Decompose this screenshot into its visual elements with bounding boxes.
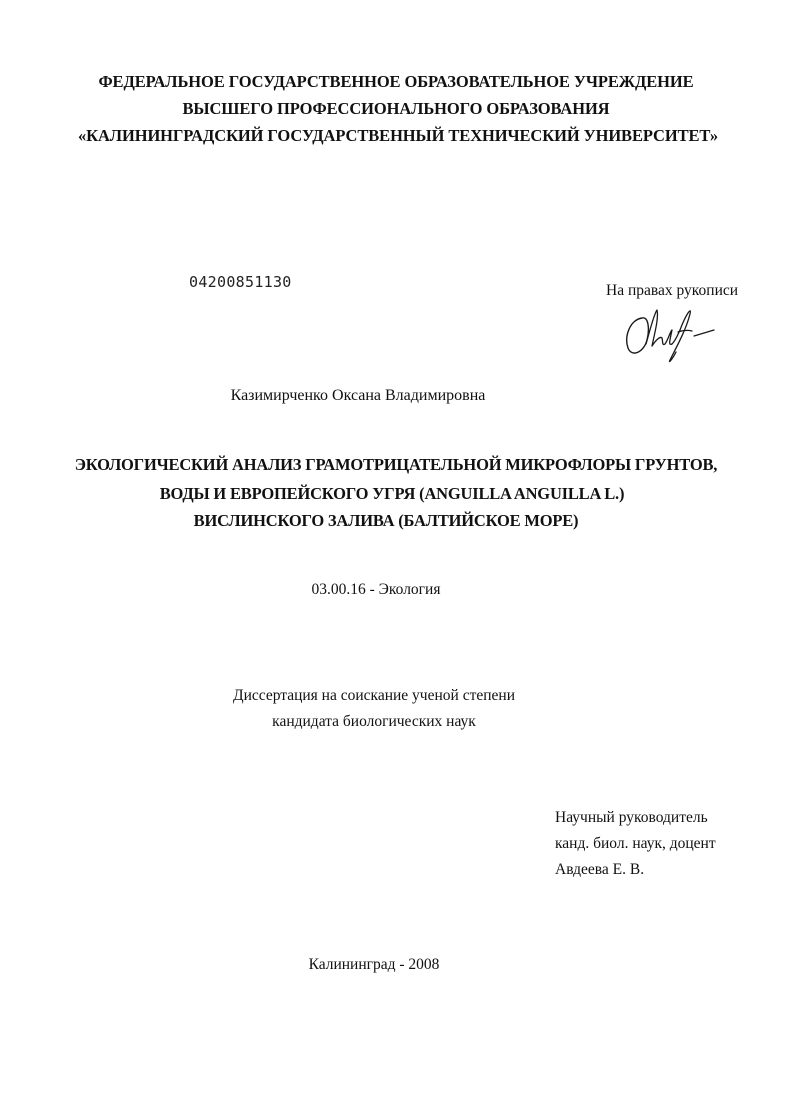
institution-line-2: ВЫСШЕГО ПРОФЕССИОНАЛЬНОГО ОБРАЗОВАНИЯ: [182, 99, 610, 118]
institution-line-1: ФЕДЕРАЛЬНОЕ ГОСУДАРСТВЕННОЕ ОБРАЗОВАТЕЛЬНОЕ УЧРЕЖДЕНИЕ: [98, 72, 694, 91]
supervisor-degree: канд. биол. наук, доцент: [555, 835, 716, 852]
supervisor-name: Авдеева Е. В.: [555, 861, 645, 878]
title-line-1: ЭКОЛОГИЧЕСКИЙ АНАЛИЗ ГРАМОТРИЦАТЕЛЬНОЙ МИКРОФЛОРЫ ГРУНТОВ,: [74, 455, 718, 474]
specialty-code: 03.00.16 - Экология: [311, 581, 441, 598]
title-line-3: ВИСЛИНСКОГО ЗАЛИВА (БАЛТИЙСКОЕ МОРЕ): [193, 511, 579, 530]
dissertation-degree-line-2: кандидата биологических наук: [272, 713, 476, 730]
title-line-2: ВОДЫ И ЕВРОПЕЙСКОГО УГРЯ (ANGUILLA ANGUILLA L.): [159, 484, 625, 503]
handwritten-signature: [620, 300, 720, 368]
catalog-code: 04200851130: [189, 273, 292, 291]
supervisor-role: Научный руководитель: [555, 809, 708, 826]
rights-note: На правах рукописи: [606, 282, 739, 299]
author-name: Казимирченко Оксана Владимировна: [230, 387, 486, 404]
city-year: Калининград - 2008: [308, 956, 440, 973]
dissertation-degree-line-1: Диссертация на соискание ученой степени: [233, 687, 515, 704]
institution-line-3: «КАЛИНИНГРАДСКИЙ ГОСУДАРСТВЕННЫЙ ТЕХНИЧЕСКИЙ УНИВЕРСИТЕТ»: [77, 126, 719, 145]
